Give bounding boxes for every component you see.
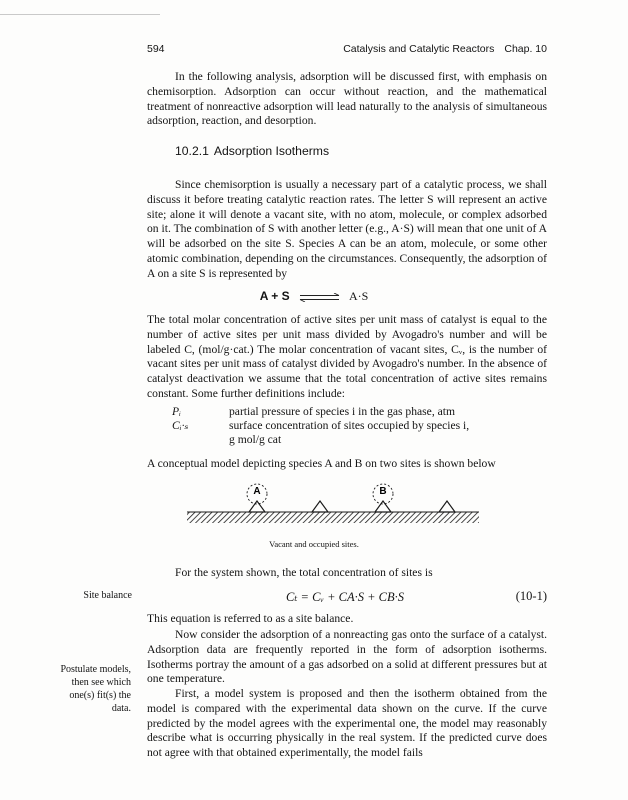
section-heading: [175, 144, 329, 158]
definition-text: partial pressure of species i in the gas phase, atm: [229, 405, 456, 418]
adsorption-equation: [0, 289, 628, 304]
definition-symbol: Pᵢ: [172, 405, 181, 418]
definition-symbol: Cᵢ·ₛ: [172, 419, 189, 432]
total-concentration-paragraph: The total molar concentration of active sites per unit mass of catalyst is equal to the number of active sites per unit mass divided by Avogadro's number and will be labeled C, (mol/g·cat.) The molar concentration of vacant sites, Cᵥ, is the number of vacant sites per unit mass of catalyst divided by Avogadro's number. In the absence of catalyst deactivation we assume that the total concentration of active sites remains constant. Some further definitions include:: [147, 313, 547, 400]
section-number: 10.2.1: [175, 144, 209, 158]
equation-number: (10-1): [515, 589, 547, 603]
equation-reactants: A + S: [259, 289, 290, 303]
definition-symbol: [172, 433, 229, 447]
margin-note-site-balance: Site balance: [83, 590, 132, 601]
diagram-caption: Vacant and occupied sites.: [269, 539, 359, 549]
top-rule: [0, 14, 160, 15]
definition-row: [172, 405, 469, 419]
definition-row: [172, 433, 469, 447]
margin-note-postulate: Postulate models, then see which one(s) fit(s) the data.: [60, 664, 131, 714]
definition-text: g mol/g cat: [229, 433, 282, 446]
definition-row: [172, 419, 469, 433]
chapter-label: Chap. 10: [504, 43, 547, 55]
species-label-a: A: [253, 486, 261, 497]
definition-text: surface concentration of sites occupied by species i,: [229, 419, 470, 432]
site-vacant: [312, 501, 328, 512]
site-vacant: [439, 501, 455, 512]
equation-body: Cₜ = Cᵥ + CA·S + CB·S: [286, 590, 405, 604]
sites-diagram: [187, 480, 479, 528]
species-label-b: B: [379, 486, 387, 497]
section-title: Adsorption Isotherms: [213, 144, 330, 158]
intro-paragraph: In the following analysis, adsorption will be discussed first, with emphasis on chemisorption. Adsorption can occur without reaction, and the mathematical treatment of nonreactive adsorption will lead naturally to the analysis of simultaneous adsorption, reaction, and desorption.: [147, 70, 547, 128]
catalyst-surface: [187, 512, 479, 523]
equation-product: A·S: [348, 289, 369, 303]
site-balance-sentence: For the system shown, the total concentration of sites is: [175, 566, 433, 579]
site-balance-followup: This equation is referred to as a site balance.: [147, 612, 354, 625]
conceptual-model-sentence: A conceptual model depicting species A and B on two sites is shown below: [147, 457, 496, 470]
running-header: [343, 43, 547, 55]
running-title: Catalysis and Catalytic Reactors: [343, 43, 495, 55]
equilibrium-arrow-icon: [299, 293, 341, 302]
site-balance-equation: [0, 589, 628, 607]
model-paragraph: First, a model system is proposed and then the isotherm obtained from the model is compared with the experimental data shown on the curve. If the curve predicted by the model agrees with the experimental one, the model may reasonably describe what is occurring physically in the real system. If the predicted curve does not agree with that obtained experimentally, the model fails: [147, 687, 547, 760]
isotherm-paragraph: Now consider the adsorption of a nonreacting gas onto the surface of a catalyst. Adsorption data are frequently reported in the form of adsorption isotherms. Isotherms portray the amount of a gas adsorbed on a solid at different pressures but at one temperature.: [147, 628, 547, 686]
chemisorption-paragraph: Since chemisorption is usually a necessary part of a catalytic process, we shall discuss it before treating catalytic reaction rates. The letter S will represent an active site; alone it will denote a vacant site, with no atom, molecule, or complex adsorbed on it. The combination of S with another letter (e.g., A·S) will mean that one unit of A will be adsorbed on the site S. Species A can be an atom, molecule, or some other atomic combination, depending on the circumstances. Consequently, the adsorption of A on a site S is represented by: [147, 178, 547, 280]
definitions-list: [172, 405, 469, 447]
page-number: 594: [147, 43, 165, 55]
